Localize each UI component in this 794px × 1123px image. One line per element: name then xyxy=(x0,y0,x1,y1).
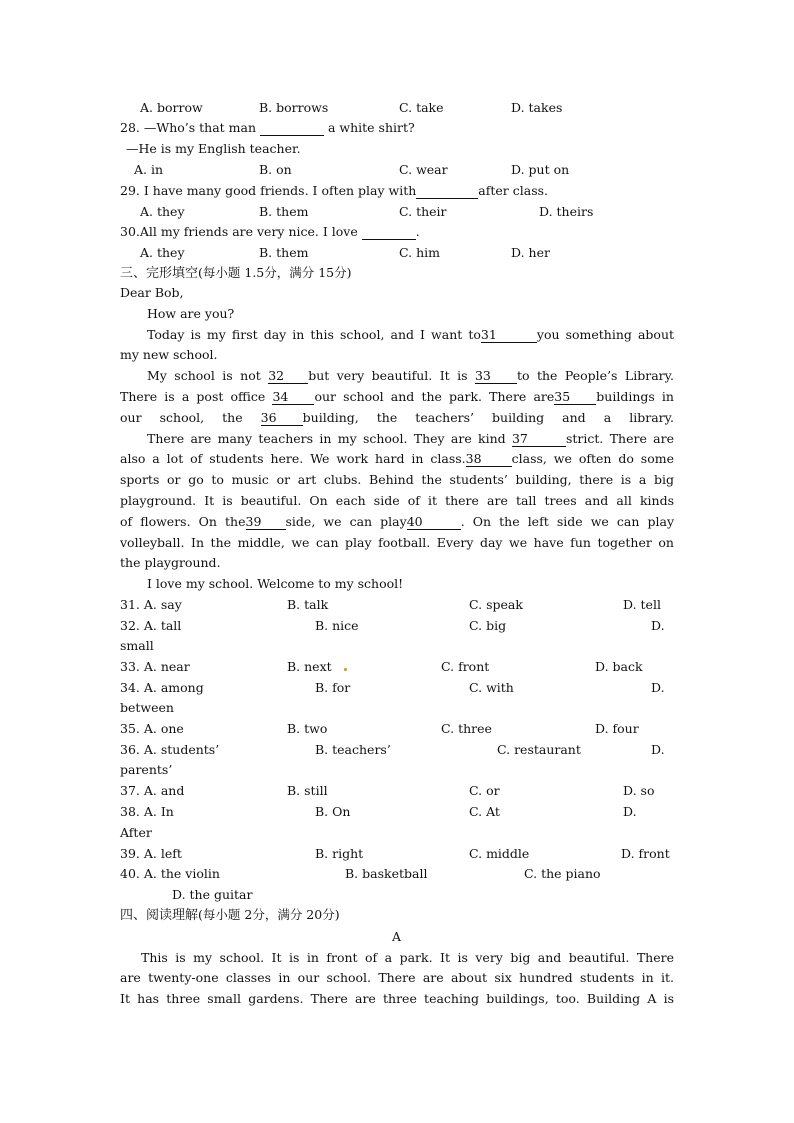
option-35-d: D. four xyxy=(595,721,639,736)
q29-option-c: C. their xyxy=(399,204,447,219)
blank-39: 39 xyxy=(246,515,286,530)
letter-line: sports or go to music or art clubs. Behind the students’ building, there is a big xyxy=(120,472,674,487)
option-33-d: D. back xyxy=(595,659,643,674)
option-35-b: B. two xyxy=(287,721,328,736)
option-36-a: 36. A. students’ xyxy=(120,742,220,757)
letter-greeting: Dear Bob, xyxy=(120,285,184,300)
option-34-c: C. with xyxy=(469,680,514,695)
section3-heading: 三、完形填空(每小题 1.5分，满分 15分) xyxy=(120,265,352,281)
letter-line: There is a post office 34 our school and the park. There are35 buildings in xyxy=(120,389,674,404)
option-40-a: 40. A. the violin xyxy=(120,866,220,881)
option-32-d: D. xyxy=(651,618,665,633)
letter-line: also a lot of students here. We work hard in class.38 class, we often do some xyxy=(120,451,674,466)
option-34-a: 34. A. among xyxy=(120,680,204,695)
letter-line: our school, the 36 building, the teachers’ building and a library. xyxy=(120,410,674,425)
blank-33: 33 xyxy=(475,369,517,384)
option-37-d: D. so xyxy=(623,783,655,798)
letter-line: of flowers. On the39 side, we can play40 . On the left side we can play xyxy=(120,514,675,529)
option-31-d: D. tell xyxy=(623,597,661,612)
option-32-a: 32. A. tall xyxy=(120,618,182,633)
q28-option-c: C. wear xyxy=(399,162,448,177)
blank-35: 35 xyxy=(554,390,596,405)
letter-line: the playground. xyxy=(120,555,221,570)
q29-option-b: B. them xyxy=(259,204,309,219)
option-37-a: 37. A. and xyxy=(120,783,185,798)
q30-blank xyxy=(362,225,416,240)
q29-blank xyxy=(416,184,478,199)
option-33-c: C. front xyxy=(441,659,490,674)
letter-closing: I love my school. Welcome to my school! xyxy=(147,576,404,591)
option-36-b: B. teachers’ xyxy=(315,742,391,757)
option-32-d-text: small xyxy=(120,638,154,653)
q29-option-a: A. they xyxy=(140,204,185,219)
letter-line: My school is not 32 but very beautiful. It is 33 to the People’s Library. xyxy=(147,368,674,383)
q27-option-c: C. take xyxy=(399,100,444,115)
option-34-d-text: between xyxy=(120,700,174,715)
section4-heading: 四、阅读理解(每小题 2分，满分 20分) xyxy=(120,907,340,923)
passage-label: A xyxy=(392,929,402,944)
stray-mark xyxy=(344,668,347,671)
q28-stem: 28. —Who’s that man a white shirt? xyxy=(120,120,415,135)
option-32-b: B. nice xyxy=(315,618,359,633)
blank-40: 40 xyxy=(407,515,461,530)
q29-option-d: D. theirs xyxy=(539,204,594,219)
q28-option-d: D. put on xyxy=(511,162,570,177)
option-37-c: C. or xyxy=(469,783,500,798)
q30-stem: 30.All my friends are very nice. I love . xyxy=(120,224,420,239)
option-31-c: C. speak xyxy=(469,597,523,612)
option-38-d-text: After xyxy=(120,825,152,840)
option-34-d: D. xyxy=(651,680,665,695)
q30-option-a: A. they xyxy=(140,245,185,260)
option-34-b: B. for xyxy=(315,680,351,695)
q28-option-b: B. on xyxy=(259,162,292,177)
option-38-a: 38. A. In xyxy=(120,804,174,819)
letter-line: playground. It is beautiful. On each side of it there are tall trees and all kinds xyxy=(120,493,674,508)
option-33-b: B. next xyxy=(287,659,332,674)
option-31-a: 31. A. say xyxy=(120,597,182,612)
option-36-d-text: parents’ xyxy=(120,762,173,777)
option-38-b: B. On xyxy=(315,804,351,819)
q28-option-a: A. in xyxy=(134,162,164,177)
q30-option-c: C. him xyxy=(399,245,440,260)
option-38-d: D. xyxy=(623,804,637,819)
q29-stem: 29. I have many good friends. I often play with after class. xyxy=(120,183,548,198)
option-36-c: C. restaurant xyxy=(497,742,581,757)
option-35-a: 35. A. one xyxy=(120,721,184,736)
letter-line: volleyball. In the middle, we can play football. Every day we have fun together on xyxy=(120,535,674,550)
option-40-c: C. the piano xyxy=(524,866,601,881)
option-39-b: B. right xyxy=(315,846,364,861)
option-33-a: 33. A. near xyxy=(120,659,190,674)
passage-line: are twenty-one classes in our school. There are about six hundred students in it. xyxy=(120,970,674,985)
option-36-d: D. xyxy=(651,742,665,757)
q28-blank xyxy=(260,121,324,136)
option-37-b: B. still xyxy=(287,783,328,798)
q30-option-d: D. her xyxy=(511,245,550,260)
option-39-a: 39. A. left xyxy=(120,846,182,861)
blank-31: 31 xyxy=(481,328,537,343)
option-39-c: C. middle xyxy=(469,846,530,861)
passage-line: It has three small gardens. There are three teaching buildings, too. Building A is xyxy=(120,991,674,1006)
option-40-b: B. basketball xyxy=(345,866,428,881)
blank-38: 38 xyxy=(466,452,512,467)
option-31-b: B. talk xyxy=(287,597,329,612)
q27-option-a: A. borrow xyxy=(140,100,203,115)
letter-line: my new school. xyxy=(120,347,218,362)
option-40-d: D. the guitar xyxy=(172,887,253,902)
letter-line: Today is my first day in this school, and I want to31 you something about xyxy=(147,327,675,342)
blank-34: 34 xyxy=(272,390,314,405)
q27-option-d: D. takes xyxy=(511,100,563,115)
q27-option-b: B. borrows xyxy=(259,100,329,115)
letter-line: How are you? xyxy=(147,306,235,321)
q30-option-b: B. them xyxy=(259,245,309,260)
option-35-c: C. three xyxy=(441,721,492,736)
passage-line: This is my school. It is in front of a park. It is very big and beautiful. There xyxy=(141,950,674,965)
letter-line: There are many teachers in my school. They are kind 37 strict. There are xyxy=(147,431,674,446)
blank-36: 36 xyxy=(261,411,303,426)
option-39-d: D. front xyxy=(621,846,670,861)
blank-32: 32 xyxy=(268,369,308,384)
option-32-c: C. big xyxy=(469,618,507,633)
option-38-c: C. At xyxy=(469,804,500,819)
q28-answer: —He is my English teacher. xyxy=(126,141,301,156)
blank-37: 37 xyxy=(512,432,566,447)
